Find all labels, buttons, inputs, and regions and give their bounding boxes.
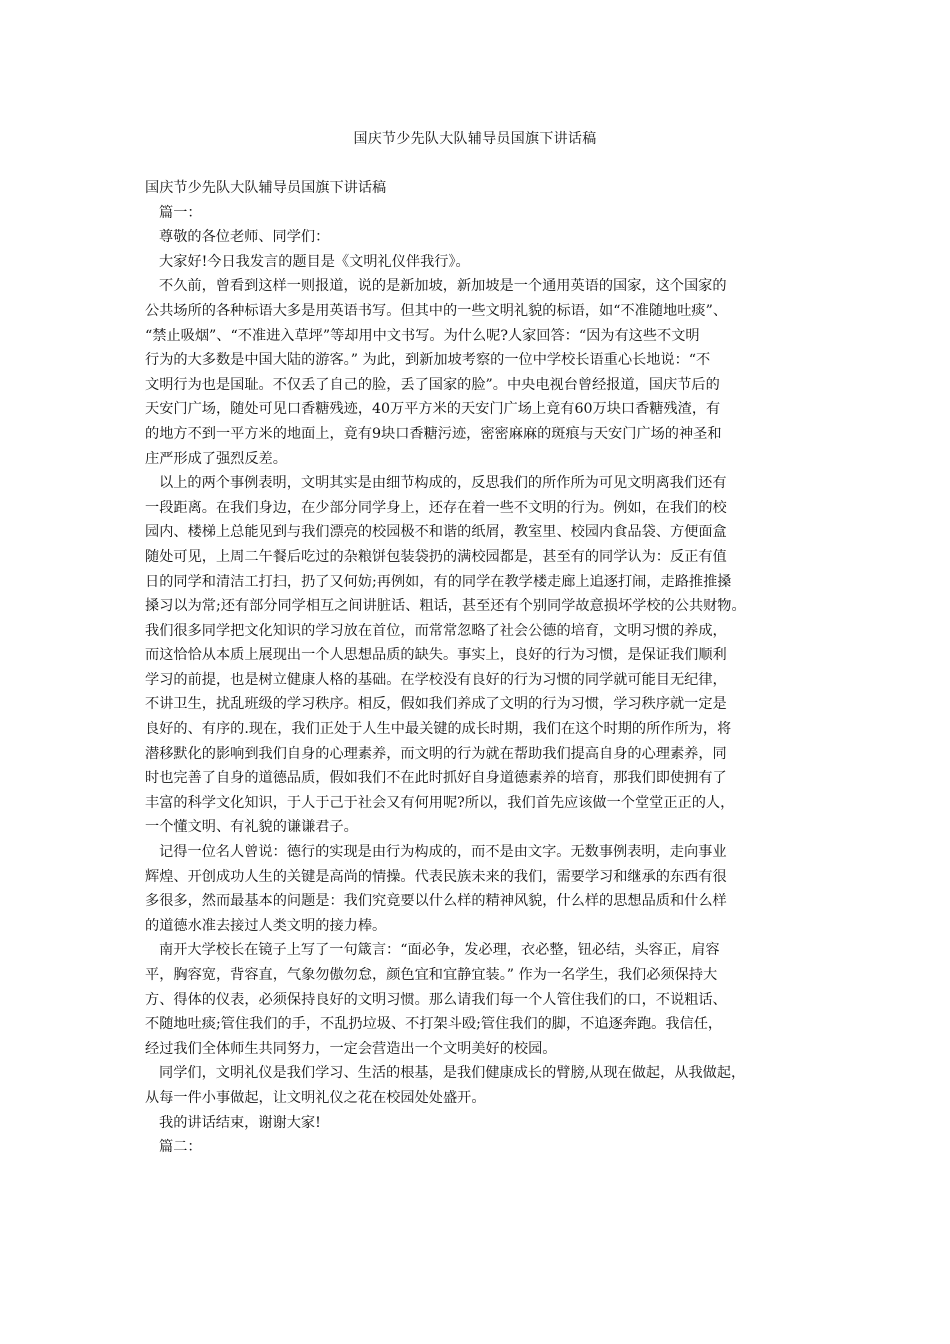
paragraph-line: 经过我们全体师生共同努力，一定会营造出一个文明美好的校园。: [145, 1040, 557, 1057]
paragraph-line: 的地方不到一平方米的地面上，竟有9块口香糖污迹，密密麻麻的斑痕与天安门广场的神圣和: [145, 425, 722, 442]
paragraph-line: 学习的前提，也是树立健康人格的基础。在学校没有良好的行为习惯的同学就可能目无纪律，: [145, 671, 727, 688]
paragraph-line: 从每一件小事做起，让文明礼仪之花在校园处处盛开。: [145, 1089, 486, 1106]
paragraph-line: 篇二：: [159, 1139, 202, 1156]
paragraph-line: 丰富的科学文化知识，于人于己于社会又有何用呢?所以，我们首先应该做一个堂堂正正的人，: [145, 794, 735, 811]
paragraph-line: 不随地吐痰;管住我们的手，不乱扔垃圾、不打架斗殴;管住我们的脚，不追逐奔跑。我信任，: [145, 1016, 723, 1033]
paragraph-line: 文明行为也是国耻。不仅丢了自己的脸，丢了国家的脸”。中央电视台曾经报道，国庆节后的: [145, 376, 720, 393]
paragraph-line: 记得一位名人曾说：德行的实现是由行为构成的，而不是由文字。无数事例表明，走向事业: [159, 844, 727, 861]
paragraph-line: 搡习以为常;还有部分同学相互之间讲脏话、粗话，甚至还有个别同学故意损坏学校的公共财物。: [145, 598, 746, 615]
paragraph-line: 辉煌、开创成功人生的关键是高尚的情操。代表民族未来的我们，需要学习和继承的东西有很: [145, 868, 727, 885]
document-body: [145, 176, 815, 1160]
paragraph-line: 时也完善了自身的道德品质，假如我们不在此时抓好自身道德素养的培育，那我们即使拥有了: [145, 770, 727, 787]
paragraph-line: 不讲卫生，扰乱班级的学习秩序。相反，假如我们养成了文明的行为习惯，学习秩序就一定是: [145, 696, 727, 713]
paragraph-line: 公共场所的各种标语大多是用英语书写。但其中的一些文明礼貌的标语，如“不准随地吐痰”、: [145, 302, 728, 319]
paragraph-line: 潜移默化的影响到我们自身的心理素养，而文明的行为就在帮助我们提高自身的心理素养，同: [145, 745, 727, 762]
paragraph-line: 同学们，文明礼仪是我们学习、生活的根基，是我们健康成长的臂膀,从现在做起，从我做起，: [159, 1065, 746, 1082]
paragraph-line: 行为的大多数是中国大陆的游客。” 为此，到新加坡考察的一位中学校长语重心长地说：“不: [145, 352, 711, 369]
paragraph-line: 庄严形成了强烈反差。: [145, 450, 287, 467]
paragraph-line: “禁止吸烟”、“不准进入草坪”等却用中文书写。为什么呢?人家回答：“因为有这些不文明: [145, 327, 700, 344]
paragraph-line: 尊敬的各位老师、同学们：: [159, 229, 330, 246]
paragraph-line: 天安门广场，随处可见口香糖残迹，40万平方米的天安门广场上竟有60万块口香糖残渣，有: [145, 401, 721, 418]
paragraph-line: 我的讲话结束，谢谢大家!: [159, 1114, 321, 1131]
paragraph-line: 日的同学和清洁工打扫，扔了又何妨;再例如，有的同学在教学楼走廊上追逐打闹，走路推推搡: [145, 573, 732, 590]
paragraph-line: 大家好!今日我发言的题目是《文明礼仪伴我行》。: [159, 253, 470, 270]
paragraph-line: 我们很多同学把文化知识的学习放在首位，而常常忽略了社会公德的培育，文明习惯的养成，: [145, 622, 727, 639]
paragraph-line: 一个懂文明、有礼貌的谦谦君子。: [145, 819, 358, 836]
document-title: 国庆节少先队大队辅导员国旗下讲话稿: [353, 131, 597, 147]
paragraph-line: 园内、楼梯上总能见到与我们漂亮的校园极不和谐的纸屑，教室里、校园内食品袋、方便面盒: [145, 524, 727, 541]
paragraph-line: 良好的、有序的.现在，我们正处于人生中最关键的成长时期，我们在这个时期的所作所为，将: [145, 721, 732, 738]
paragraph-line: 随处可见，上周二午餐后吃过的杂粮饼包装袋扔的满校园都是，甚至有的同学认为：反正有值: [145, 548, 727, 565]
paragraph-line: 平，胸容宽，背容直，气象勿傲勿怠，颜色宜和宜静宜装。” 作为一名学生，我们必须保持大: [145, 967, 718, 983]
document-subtitle-line: 国庆节少先队大队辅导员国旗下讲话稿: [145, 180, 387, 196]
paragraph-line: 南开大学校长在镜子上写了一句箴言：“面必争，发必理，衣必整，钮必结，头容正，肩容: [159, 942, 720, 959]
paragraph-line: 不久前，曾看到这样一则报道，说的是新加坡，新加坡是一个通用英语的国家，这个国家的: [159, 278, 727, 295]
paragraph-line: 方、得体的仪表，必须保持良好的文明习惯。那么请我们每一个人管住我们的口，不说粗话、: [145, 991, 727, 1008]
paragraph-line: 的道德水准去接过人类文明的接力棒。: [145, 917, 387, 934]
paragraph-line: 以上的两个事例表明，文明其实是由细节构成的，反思我们的所作所为可见文明离我们还有: [159, 475, 727, 492]
paragraph-line: 而这恰恰从本质上展现出一个人思想品质的缺失。事实上，良好的行为习惯，是保证我们顺利: [145, 647, 727, 664]
paragraph-line: 多很多，然而最基本的问题是：我们究竟要以什么样的精神风貌，什么样的思想品质和什么样: [145, 893, 727, 910]
paragraph-line: 一段距离。在我们身边，在少部分同学身上，还存在着一些不文明的行为。例如，在我们的校: [145, 499, 727, 516]
paragraph-line: 篇一：: [159, 204, 202, 221]
